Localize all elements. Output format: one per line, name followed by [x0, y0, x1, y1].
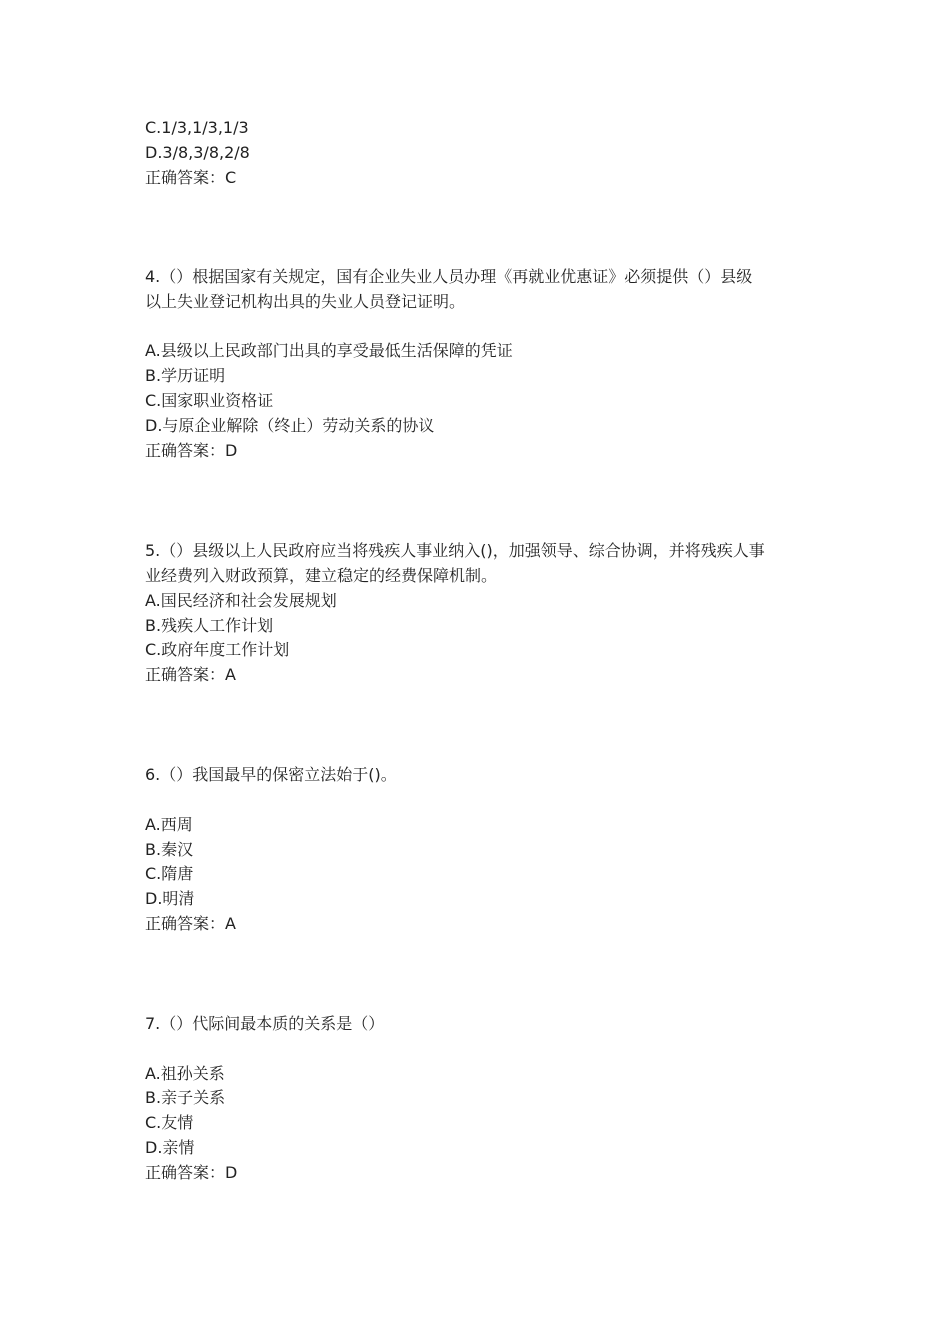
correct-answer: 正确答案：A — [145, 914, 236, 933]
option-c: C.隋唐 — [145, 864, 194, 883]
correct-answer: 正确答案：D — [145, 1163, 238, 1182]
option-c: C.1/3,1/3,1/3 — [145, 118, 249, 137]
question-stem: 业经费列入财政预算，建立稳定的经费保障机制。 — [145, 566, 498, 585]
option-d: D.明清 — [145, 889, 195, 908]
option-a: A.西周 — [145, 815, 193, 834]
option-c: C.友情 — [145, 1113, 194, 1132]
correct-answer: 正确答案：C — [145, 168, 237, 187]
option-b: B.亲子关系 — [145, 1088, 226, 1107]
question-stem: 以上失业登记机构出具的失业人员登记证明。 — [145, 292, 466, 311]
correct-answer: 正确答案：A — [145, 665, 236, 684]
correct-answer: 正确答案：D — [145, 441, 238, 460]
option-c: C.政府年度工作计划 — [145, 640, 290, 659]
question-stem: 6.（）我国最早的保密立法始于()。 — [145, 765, 397, 784]
option-d: D.3/8,3/8,2/8 — [145, 143, 250, 162]
option-d: D.与原企业解除（终止）劳动关系的协议 — [145, 416, 435, 435]
question-stem: 5.（）县级以上人民政府应当将残疾人事业纳入()，加强领导、综合协调，并将残疾人事 — [145, 541, 765, 560]
option-b: B.残疾人工作计划 — [145, 616, 274, 635]
option-a: A.县级以上民政部门出具的享受最低生活保障的凭证 — [145, 341, 513, 360]
option-b: B.学历证明 — [145, 366, 226, 385]
option-c: C.国家职业资格证 — [145, 391, 274, 410]
question-stem: 7.（）代际间最本质的关系是（） — [145, 1014, 385, 1033]
option-a: A.祖孙关系 — [145, 1064, 225, 1083]
option-d: D.亲情 — [145, 1138, 195, 1157]
option-a: A.国民经济和社会发展规划 — [145, 591, 337, 610]
question-stem: 4.（）根据国家有关规定，国有企业失业人员办理《再就业优惠证》必须提供（）县级 — [145, 267, 753, 286]
option-b: B.秦汉 — [145, 840, 194, 859]
